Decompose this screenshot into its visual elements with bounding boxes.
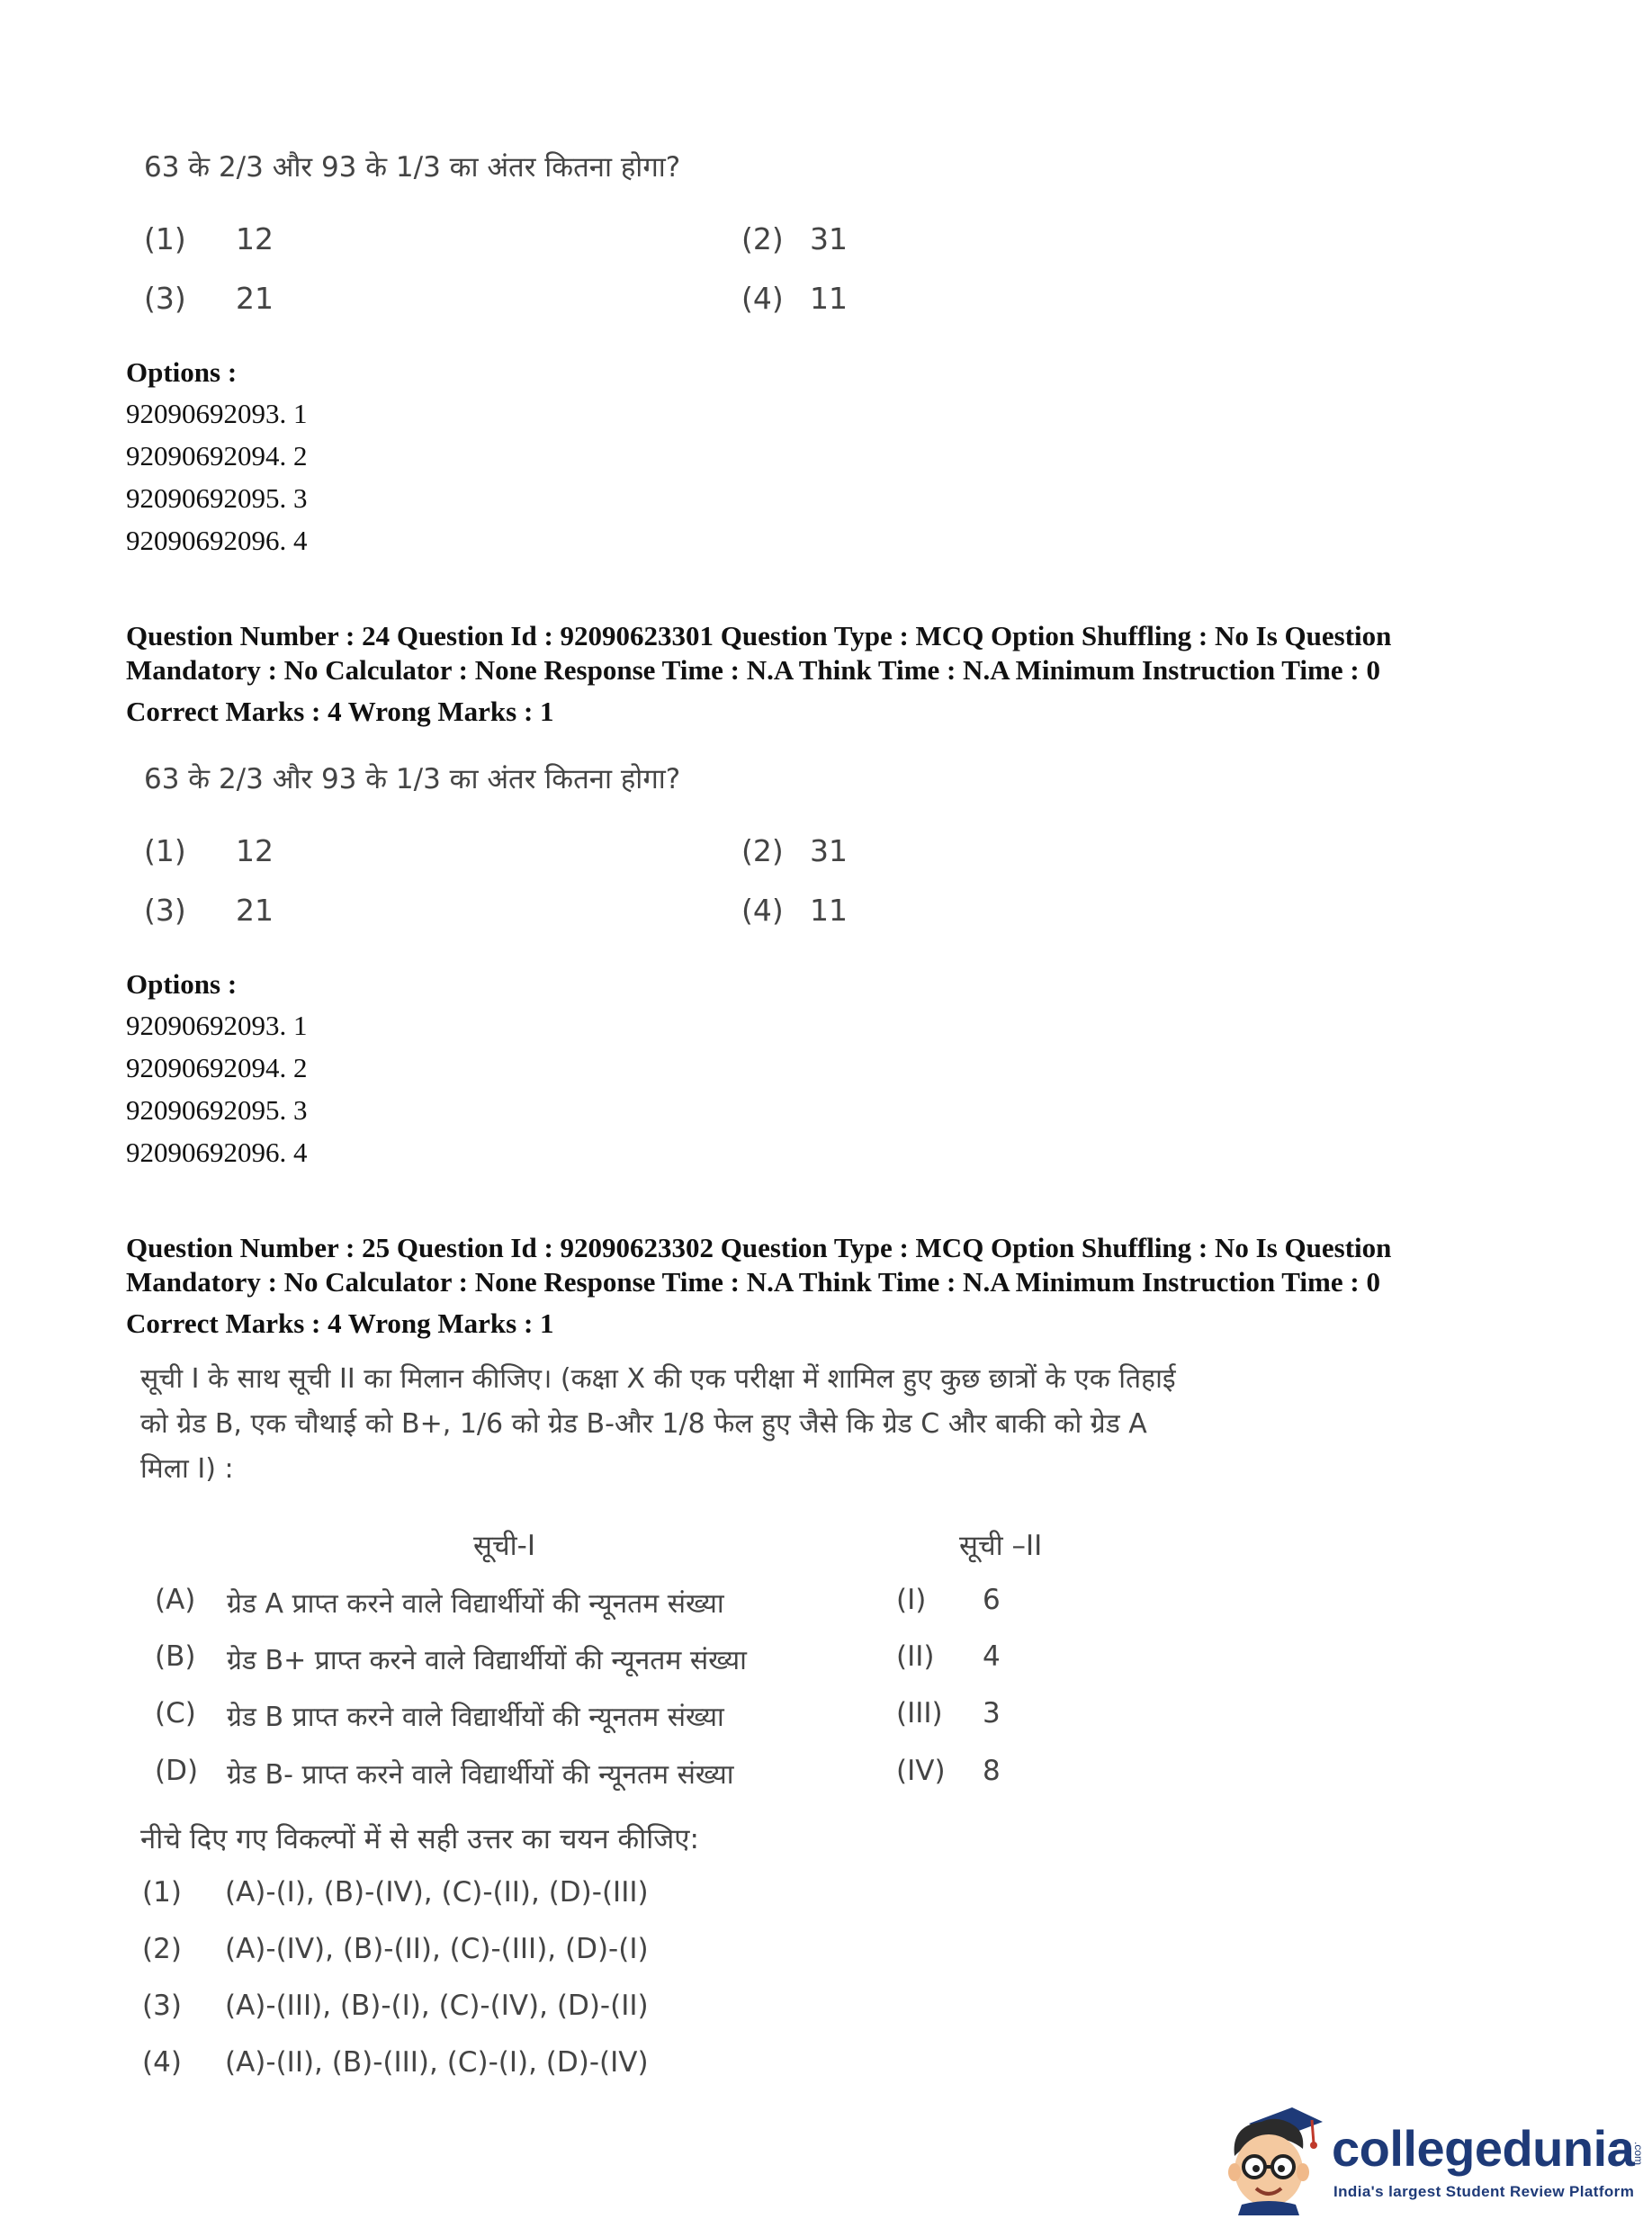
match-row-text: ग्रेड B+ प्राप्त करने वाले विद्यार्थीयों की न्यूनतम संख्या [227,1645,747,1676]
choice-value: 21 [236,281,274,316]
match-row-roman: (IV) [896,1755,946,1787]
answer-text: (A)-(II), (B)-(III), (C)-(I), (D)-(IV) [225,2046,649,2079]
answer-text: (A)-(I), (B)-(IV), (C)-(II), (D)-(III) [225,1876,649,1909]
match-row-text: ग्रेड B प्राप्त करने वाले विद्यार्थीयों की न्यूनतम संख्या [227,1702,724,1733]
question-24-text: 63 के 2/3 और 93 के 1/3 का अंतर कितना होगा? [144,763,681,795]
match-row-value: 8 [983,1755,1001,1787]
logo-tagline: India's largest Student Review Platform [1333,2183,1635,2200]
question-25-stem-line3: मिला I) : [140,1453,234,1485]
match-row-text: ग्रेड A प्राप्त करने वाले विद्यार्थीयों की न्यूनतम संख्या [227,1588,724,1620]
option-id: 92090692094. 2 [126,1052,308,1083]
collegedunia-logo [1222,2102,1645,2219]
option-id: 92090692096. 4 [126,525,308,556]
option-id: 92090692093. 1 [126,398,308,429]
answer-number: (1) [142,1876,182,1909]
match-row-label: (B) [155,1640,196,1673]
answer-text: (A)-(III), (B)-(I), (C)-(IV), (D)-(II) [225,1990,649,2022]
logo-suffix: .com [1632,2142,1645,2166]
match-row-roman: (III) [896,1697,943,1729]
option-id: 92090692095. 3 [126,482,308,514]
choice-number: (1) [144,221,186,256]
question-25-meta-line1: Question Number : 25 Question Id : 92090623302 Question Type : MCQ Option Shuffling : No Is Question [126,1232,1392,1263]
match-row-label: (D) [155,1755,199,1787]
option-id: 92090692096. 4 [126,1136,308,1168]
answer-number: (2) [142,1933,182,1965]
logo-wordmark: collegedunia [1332,2120,1635,2177]
choice-number: (3) [144,893,186,928]
choice-value: 12 [236,833,274,868]
mascot-icon [1222,2104,1328,2215]
question-23-text: 63 के 2/3 और 93 के 1/3 का अंतर कितना होगा? [144,151,681,184]
answer-text: (A)-(IV), (B)-(II), (C)-(III), (D)-(I) [225,1933,649,1965]
match-row-value: 3 [983,1697,1001,1729]
choice-value: 21 [236,893,274,928]
list-1-header: सूची-I [473,1530,535,1562]
choice-value: 11 [810,281,848,316]
option-id: 92090692095. 3 [126,1094,308,1126]
match-row-value: 4 [983,1640,1001,1673]
choice-value: 31 [810,221,848,256]
match-row-label: (A) [155,1584,196,1616]
answer-instruction: नीचे दिए गए विकल्पों में से सही उत्तर का चयन कीजिए: [140,1823,699,1855]
match-row-text: ग्रेड B- प्राप्त करने वाले विद्यार्थीयों की न्यूनतम संख्या [227,1759,734,1791]
answer-number: (4) [142,2046,182,2079]
option-id: 92090692094. 2 [126,440,308,472]
choice-value: 12 [236,221,274,256]
answer-number: (3) [142,1990,182,2022]
question-25-stem-line1: सूची I के साथ सूची II का मिलान कीजिए। (कक्षा X की एक परीक्षा में शामिल हुए कुछ छात्रों के एक तिहाई [140,1363,1176,1395]
match-row-roman: (I) [896,1584,927,1616]
list-2-header: सूची –II [959,1530,1043,1562]
match-row-label: (C) [155,1697,196,1729]
question-24-meta-line2: Mandatory : No Calculator : None Response Time : N.A Think Time : N.A Minimum Instruction Time : 0 [126,654,1380,686]
choice-number: (4) [741,281,784,316]
match-row-roman: (II) [896,1640,935,1673]
choice-value: 31 [810,833,848,868]
choice-number: (2) [741,833,784,868]
choice-number: (2) [741,221,784,256]
question-24-marks: Correct Marks : 4 Wrong Marks : 1 [126,696,554,727]
choice-value: 11 [810,893,848,928]
question-25-meta-line2: Mandatory : No Calculator : None Response Time : N.A Think Time : N.A Minimum Instruction Time : 0 [126,1266,1380,1298]
options-label: Options : [126,356,238,388]
match-row-value: 6 [983,1584,1001,1616]
choice-number: (1) [144,833,186,868]
options-label: Options : [126,968,238,1000]
choice-number: (4) [741,893,784,928]
question-25-stem-line2: को ग्रेड B, एक चौथाई को B+, 1/6 को ग्रेड B-और 1/8 फेल हुए जैसे कि ग्रेड C और बाकी को ग्रेड A [140,1408,1147,1440]
option-id: 92090692093. 1 [126,1010,308,1041]
choice-number: (3) [144,281,186,316]
question-25-marks: Correct Marks : 4 Wrong Marks : 1 [126,1307,554,1339]
question-24-meta-line1: Question Number : 24 Question Id : 92090623301 Question Type : MCQ Option Shuffling : No Is Question [126,620,1392,651]
